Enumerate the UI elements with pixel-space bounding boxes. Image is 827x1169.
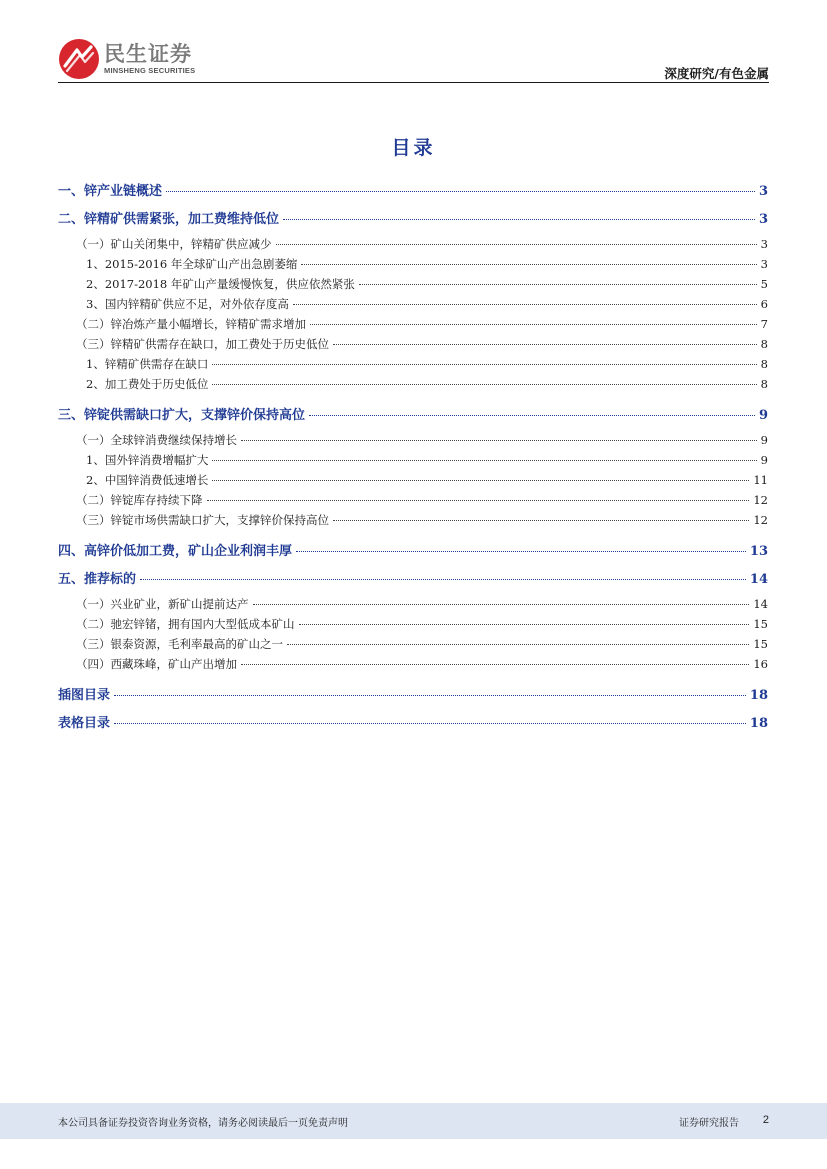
toc-entry-page: 18 [749,716,768,731]
toc-leader-dots [140,579,746,580]
toc-entry-page: 16 [753,657,768,671]
toc-leader-dots [333,520,749,521]
toc-entry-title: 2、中国锌消费低速增长 [86,473,209,487]
toc-entry-page: 13 [749,544,768,559]
toc-entry-page: 9 [760,453,768,467]
toc-entry-title: （二）锌锭库存持续下降 [76,493,203,507]
toc-entry[interactable] [86,296,768,312]
toc-entry-title: （三）锌锭市场供需缺口扩大，支撑锌价保持高位 [76,513,329,527]
toc-entry-title: 二、锌精矿供需紧张，加工费维持低位 [58,212,280,227]
toc-entry-page: 15 [753,617,768,631]
toc-leader-dots [309,415,755,416]
toc-entry[interactable] [58,180,768,199]
toc-entry-title: 五、推荐标的 [58,572,137,587]
toc-leader-dots [241,664,749,665]
toc-entry[interactable] [76,616,768,632]
page-header [0,0,827,90]
toc-entry-title: （二）锌冶炼产量小幅增长，锌精矿需求增加 [76,317,306,331]
toc-entry[interactable] [86,376,768,392]
toc-entry-page: 12 [753,493,768,507]
toc-leader-dots [276,244,757,245]
toc-entry-page: 8 [760,377,768,391]
toc-entry[interactable] [58,712,768,731]
toc-entry-title: 三、锌锭供需缺口扩大，支撑锌价保持高位 [58,408,306,423]
toc-entry-page: 8 [760,357,768,371]
toc-entry-page: 18 [749,688,768,703]
toc-entry-page: 3 [758,184,768,199]
toc-entry[interactable] [58,208,768,227]
toc-entry-title: （三）银泰资源，毛利率最高的矿山之一 [76,637,283,651]
toc-entry[interactable] [58,540,768,559]
toc-leader-dots [212,480,749,481]
logo-english-name: MINSHENG SECURITIES [104,66,196,75]
toc-entry[interactable] [58,404,768,423]
toc-leader-dots [333,344,757,345]
toc-leader-dots [299,624,750,625]
toc-entry[interactable] [86,452,768,468]
toc-entry-page: 3 [758,212,768,227]
toc-entry[interactable] [86,472,768,488]
toc-entry-page: 11 [753,473,768,487]
toc-entry[interactable] [76,656,768,672]
toc-entry-title: 四、高锌价低加工费，矿山企业利润丰厚 [58,544,293,559]
toc-leader-dots [212,364,756,365]
toc-entry[interactable] [76,636,768,652]
logo-chinese-name: 民生证券 [104,42,192,66]
toc-entry[interactable] [76,492,768,508]
toc-entry-title: （二）驰宏锌锗，拥有国内大型低成本矿山 [76,617,295,631]
toc-entry-page: 12 [753,513,768,527]
toc-entry-title: （一）全球锌消费继续保持增长 [76,433,237,447]
toc-entry[interactable] [86,356,768,372]
toc-leader-dots [241,440,757,441]
toc-leader-dots [359,284,757,285]
report-category: 深度研究/有色金属 [664,66,769,81]
toc-entry-title: 1、国外锌消费增幅扩大 [86,453,209,467]
toc-entry-page: 9 [758,408,768,423]
toc-entry[interactable] [76,336,768,352]
toc-entry[interactable] [58,684,768,703]
page-footer [0,1103,827,1139]
page-number: 2 [762,1114,769,1126]
toc-entry-title: 插图目录 [58,688,111,703]
toc-entry-title: （一）矿山关闭集中，锌精矿供应减少 [76,237,272,251]
toc-entry-page: 7 [760,317,768,331]
toc-leader-dots [283,219,755,220]
toc-entry-title: （四）西藏珠峰，矿山产出增加 [76,657,237,671]
toc-entry[interactable] [76,596,768,612]
toc-entry-title: 2、加工费处于历史低位 [86,377,209,391]
toc-entry-title: 1、2015-2016 年全球矿山产出急剧萎缩 [86,257,298,271]
toc-entry-page: 3 [760,257,768,271]
minsheng-logo-icon [58,38,100,80]
toc-leader-dots [166,191,755,192]
toc-title: 目录 [391,137,436,159]
toc-entry-title: 3、国内锌精矿供应不足，对外依存度高 [86,297,289,311]
toc-entry[interactable] [58,568,768,587]
toc-entry[interactable] [76,316,768,332]
toc-leader-dots [293,304,757,305]
toc-entry-title: 2、2017-2018 年矿山产量缓慢恢复，供应依然紧张 [86,277,355,291]
toc-entry-page: 14 [753,597,768,611]
toc-entry-page: 3 [760,237,768,251]
footer-doc-type: 证券研究报告 [679,1118,739,1129]
toc-leader-dots [207,500,750,501]
toc-entry-title: 1、锌精矿供需存在缺口 [86,357,209,371]
toc-entry-page: 15 [753,637,768,651]
toc-leader-dots [114,695,746,696]
toc-entry-title: 一、锌产业链概述 [58,184,163,199]
toc-entry[interactable] [76,512,768,528]
header-divider [58,82,769,83]
toc-leader-dots [301,264,756,265]
toc-entry[interactable] [76,236,768,252]
company-logo [58,38,195,80]
toc-leader-dots [287,644,749,645]
footer-disclaimer: 本公司具备证券投资咨询业务资格，请务必阅读最后一页免责声明 [58,1118,348,1129]
toc-entry-page: 5 [760,277,768,291]
toc-entry[interactable] [76,432,768,448]
toc-leader-dots [212,460,756,461]
toc-entry[interactable] [86,256,768,272]
toc-leader-dots [253,604,750,605]
toc-leader-dots [114,723,746,724]
toc-entry-page: 9 [760,433,768,447]
toc-leader-dots [310,324,757,325]
toc-entry-title: 表格目录 [58,716,111,731]
toc-entry-title: （一）兴业矿业，新矿山提前达产 [76,597,249,611]
toc-leader-dots [296,551,746,552]
toc-entry-page: 14 [749,572,768,587]
toc-entry-page: 8 [760,337,768,351]
toc-entry[interactable] [86,276,768,292]
toc-leader-dots [212,384,756,385]
toc-entry-title: （三）锌精矿供需存在缺口，加工费处于历史低位 [76,337,329,351]
toc-entry-page: 6 [760,297,768,311]
